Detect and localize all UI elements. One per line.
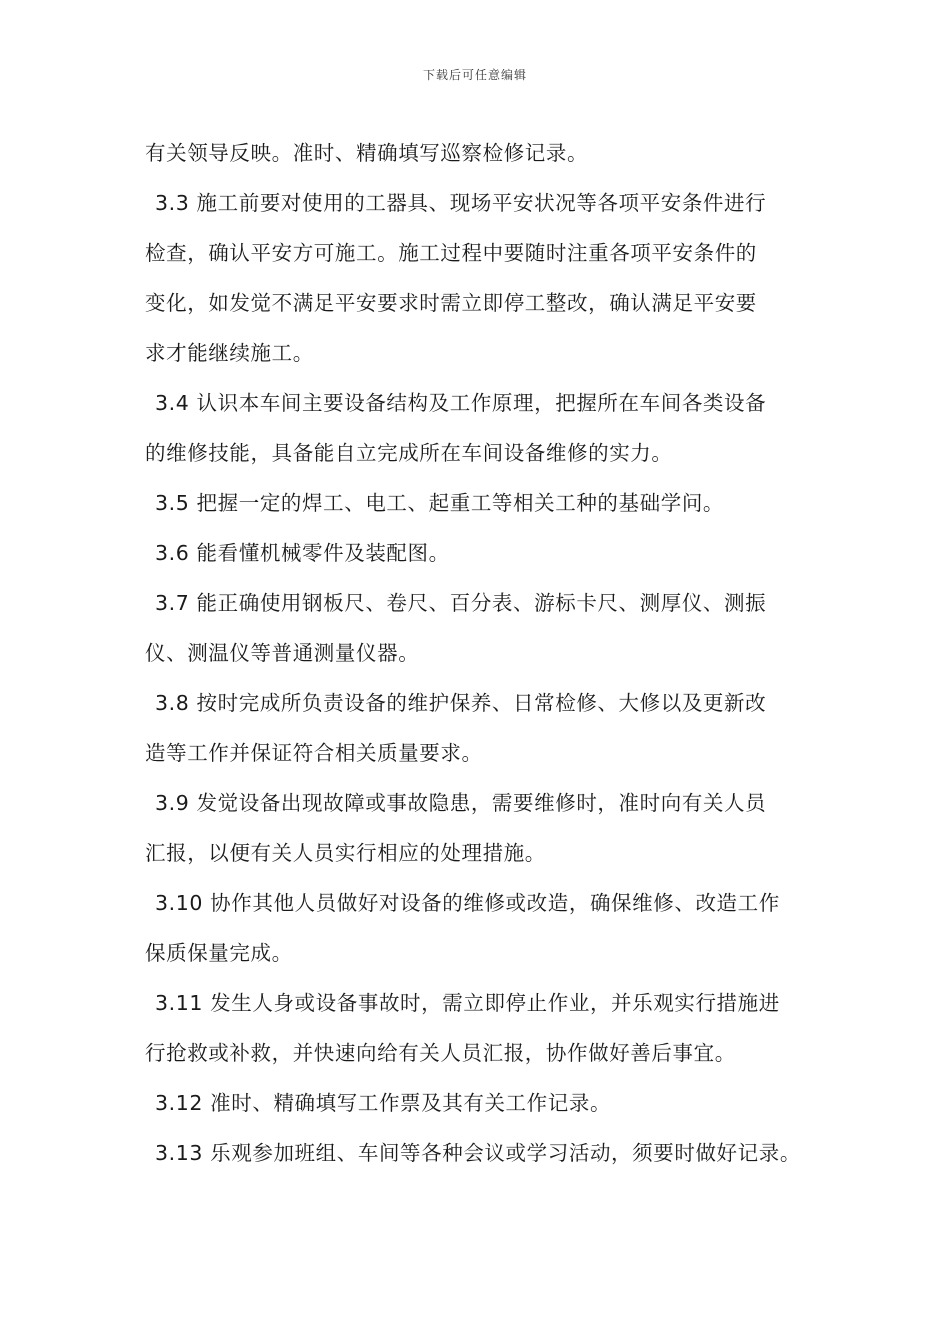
text-line: 有关领导反映。准时、精确填写巡察检修记录。 xyxy=(145,141,589,165)
text-line: 汇报，以便有关人员实行相应的处理措施。 xyxy=(145,841,546,865)
text-line: 3.12 准时、精确填写工作票及其有关工作记录。 xyxy=(155,1091,612,1115)
text-line: 3.3 施工前要对使用的工器具、现场平安状况等各项平安条件进行 xyxy=(155,191,767,215)
text-line: 3.7 能正确使用钢板尺、卷尺、百分表、游标卡尺、测厚仪、测振 xyxy=(155,591,767,615)
header-note: 下载后可任意编辑 xyxy=(422,68,527,82)
document-body xyxy=(145,128,825,1178)
text-line: 行抢救或补救，并快速向给有关人员汇报，协作做好善后事宜。 xyxy=(145,1041,736,1065)
text-line: 3.11 发生人身或设备事故时，需立即停止作业，并乐观实行措施进 xyxy=(155,991,780,1015)
text-line: 3.6 能看懂机械零件及装配图。 xyxy=(155,541,450,565)
text-line: 3.13 乐观参加班组、车间等各种会议或学习活动，须要时做好记录。 xyxy=(155,1141,801,1165)
text-line: 造等工作并保证符合相关质量要求。 xyxy=(145,741,483,765)
text-line: 3.9 发觉设备出现故障或事故隐患，需要维修时，准时向有关人员 xyxy=(155,791,767,815)
text-line: 3.10 协作其他人员做好对设备的维修或改造，确保维修、改造工作 xyxy=(155,891,780,915)
text-line: 变化，如发觉不满足平安要求时需立即停工整改，确认满足平安要 xyxy=(145,291,757,315)
text-line: 保质保量完成。 xyxy=(145,941,293,965)
text-line: 仪、测温仪等普通测量仪器。 xyxy=(145,641,420,665)
text-line: 3.4 认识本车间主要设备结构及工作原理，把握所在车间各类设备 xyxy=(155,391,767,415)
text-line: 的维修技能，具备能自立完成所在车间设备维修的实力。 xyxy=(145,441,673,465)
text-line: 3.5 把握一定的焊工、电工、起重工等相关工种的基础学问。 xyxy=(155,491,725,515)
text-line: 3.8 按时完成所负责设备的维护保养、日常检修、大修以及更新改 xyxy=(155,691,767,715)
text-line: 检查，确认平安方可施工。施工过程中要随时注重各项平安条件的 xyxy=(145,241,757,265)
text-line: 求才能继续施工。 xyxy=(145,341,314,365)
